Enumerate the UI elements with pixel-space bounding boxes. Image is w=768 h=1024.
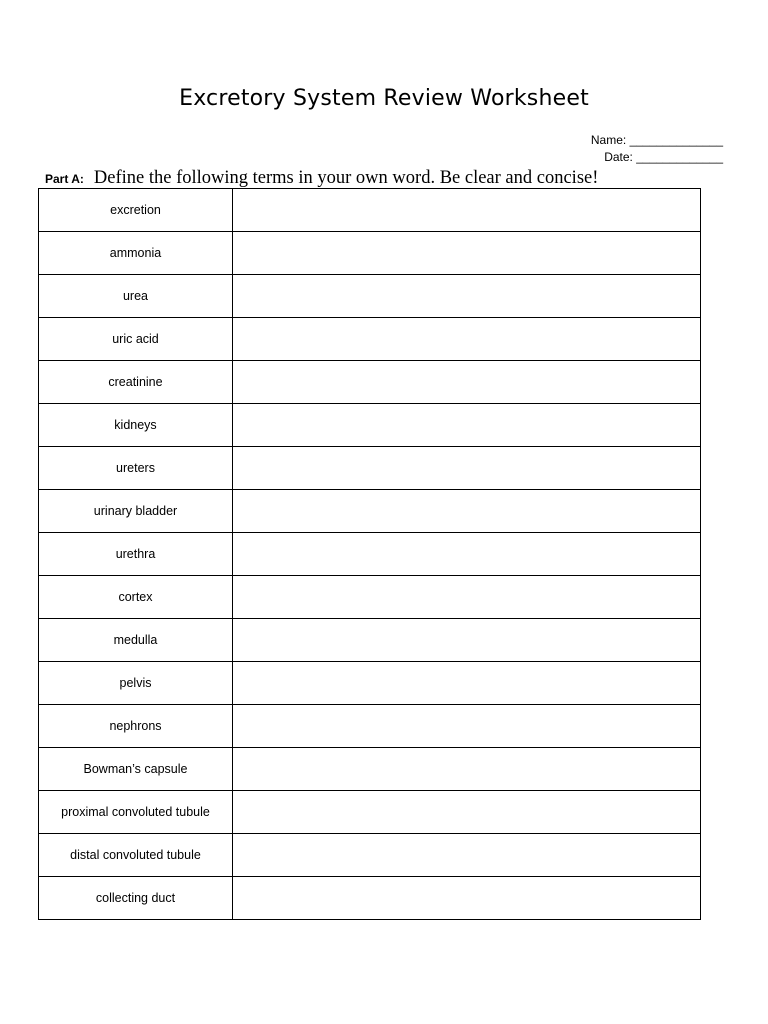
definition-cell[interactable] <box>233 705 701 748</box>
table-row <box>39 447 701 490</box>
definition-cell[interactable] <box>233 576 701 619</box>
definition-cell[interactable] <box>233 662 701 705</box>
name-label: Name: <box>590 133 627 147</box>
definition-cell[interactable] <box>233 533 701 576</box>
table-row <box>39 404 701 447</box>
term-cell: nephrons <box>39 705 233 748</box>
table-row <box>39 705 701 748</box>
term-cell: uric acid <box>39 318 233 361</box>
term-cell: kidneys <box>39 404 233 447</box>
page-title: Excretory System Review Worksheet <box>179 86 589 111</box>
definition-cell[interactable] <box>233 791 701 834</box>
term-cell: Bowman’s capsule <box>39 748 233 791</box>
definition-cell[interactable] <box>233 189 701 232</box>
table-row <box>39 361 701 404</box>
definition-cell[interactable] <box>233 490 701 533</box>
term-cell: urethra <box>39 533 233 576</box>
term-cell: excretion <box>39 189 233 232</box>
terms-table <box>38 188 701 920</box>
term-cell: creatinine <box>39 361 233 404</box>
terms-table-body <box>39 189 701 920</box>
definition-cell[interactable] <box>233 361 701 404</box>
definition-cell[interactable] <box>233 318 701 361</box>
date-field[interactable] <box>604 150 723 164</box>
term-cell: collecting duct <box>39 877 233 920</box>
table-row <box>39 791 701 834</box>
definition-cell[interactable] <box>233 748 701 791</box>
definition-cell[interactable] <box>233 404 701 447</box>
term-cell: pelvis <box>39 662 233 705</box>
table-row <box>39 232 701 275</box>
date-label: Date: <box>604 150 633 164</box>
table-row <box>39 189 701 232</box>
table-row <box>39 490 701 533</box>
part-a-instructions: Define the following terms in your own word. Be clear and concise! <box>93 168 599 188</box>
definition-cell[interactable] <box>233 447 701 490</box>
term-cell: urea <box>39 275 233 318</box>
term-cell: ureters <box>39 447 233 490</box>
part-a-header <box>45 168 598 189</box>
term-cell: urinary bladder <box>39 490 233 533</box>
name-field[interactable] <box>591 133 723 147</box>
term-cell: ammonia <box>39 232 233 275</box>
table-row <box>39 748 701 791</box>
table-row <box>39 619 701 662</box>
part-a-label: Part A: <box>45 172 84 186</box>
table-row <box>39 834 701 877</box>
term-cell: cortex <box>39 576 233 619</box>
table-row <box>39 533 701 576</box>
name-blank-line: ______________ <box>629 133 723 147</box>
table-row <box>39 275 701 318</box>
definition-cell[interactable] <box>233 877 701 920</box>
definition-cell[interactable] <box>233 619 701 662</box>
definition-cell[interactable] <box>233 275 701 318</box>
table-row <box>39 877 701 920</box>
table-row <box>39 318 701 361</box>
term-cell: distal convoluted tubule <box>39 834 233 877</box>
table-row <box>39 662 701 705</box>
term-cell: proximal convoluted tubule <box>39 791 233 834</box>
definition-cell[interactable] <box>233 834 701 877</box>
table-row <box>39 576 701 619</box>
date-blank-line: _____________ <box>636 150 723 164</box>
term-cell: medulla <box>39 619 233 662</box>
definition-cell[interactable] <box>233 232 701 275</box>
